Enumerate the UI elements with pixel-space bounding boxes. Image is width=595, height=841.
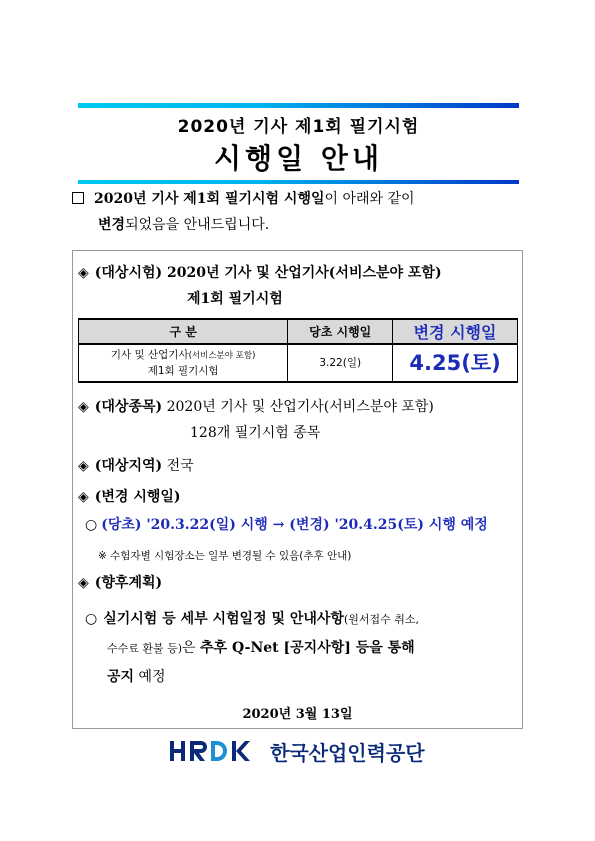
- table-cell-changed-date: 4.25(토): [393, 344, 518, 382]
- target-region-section: ◈ (대상지역) 전국: [78, 458, 194, 474]
- header-bottom-bar: [78, 180, 519, 184]
- hrdk-logo-mark-icon: [170, 738, 262, 764]
- target-exam-line2: 제1회 필기시험: [187, 291, 283, 307]
- target-exam-section: ◈ (대상시험) 2020년 기사 및 산업기사(서비스분야 포함): [78, 265, 442, 281]
- future-plan-section: ◈ (향후계획): [78, 575, 163, 591]
- target-subjects-section: ◈ (대상종목) 2020년 기사 및 산업기사(서비스분야 포함): [78, 399, 434, 415]
- table-header-changed: 변경 시행일: [393, 319, 518, 344]
- schedule-table: [78, 318, 518, 383]
- diamond-bullet-icon: ◈: [78, 458, 89, 474]
- diamond-bullet-icon: ◈: [78, 265, 89, 281]
- diamond-bullet-icon: ◈: [78, 575, 89, 591]
- document-subtitle: 2020년 기사 제1회 필기시험: [177, 117, 420, 137]
- diamond-bullet-icon: ◈: [78, 399, 89, 415]
- checkbox-bullet-icon: [72, 192, 84, 204]
- header-top-bar: [78, 103, 519, 108]
- organization-name: 한국산업인력공단: [270, 740, 425, 765]
- circle-bullet-icon: ○: [85, 517, 98, 533]
- table-cell-original-date: 3.22(일): [288, 344, 393, 382]
- circle-bullet-icon: ○: [85, 611, 98, 627]
- changed-date-section: ◈ (변경 시행일): [78, 489, 181, 505]
- table-row: [79, 344, 518, 382]
- intro-paragraph: 2020년 기사 제1회 필기시험 시행일이 아래와 같이 변경되었음을 안내드립니다.: [72, 186, 522, 238]
- document-date: 2020년 3월 13일: [242, 707, 353, 722]
- target-subjects-line2: 128개 필기시험 종목: [190, 425, 321, 441]
- table-header-category: 구 분: [79, 319, 288, 344]
- hrdk-logo: [170, 736, 425, 766]
- table-header-original: 당초 시행일: [288, 319, 393, 344]
- changed-date-note: ※ 수험자별 시험장소는 일부 변경될 수 있음(추후 안내): [98, 550, 352, 562]
- table-cell-category: 기사 및 산업기사(서비스분야 포함) 제1회 필기시험: [79, 344, 288, 382]
- diamond-bullet-icon: ◈: [78, 489, 89, 505]
- changed-date-detail: ○ (당초) '20.3.22(일) 시행 → (변경) '20.4.25(토) 시행 예정: [85, 517, 488, 533]
- document-title: 시행일 안내: [214, 142, 383, 175]
- future-plan-detail: ○ 실기시험 등 세부 시험일정 및 안내사항(원서접수 취소, 수수료 환불 등)은 추후 Q-Net [공지사항] 등을 통해 공지 예정: [85, 611, 420, 685]
